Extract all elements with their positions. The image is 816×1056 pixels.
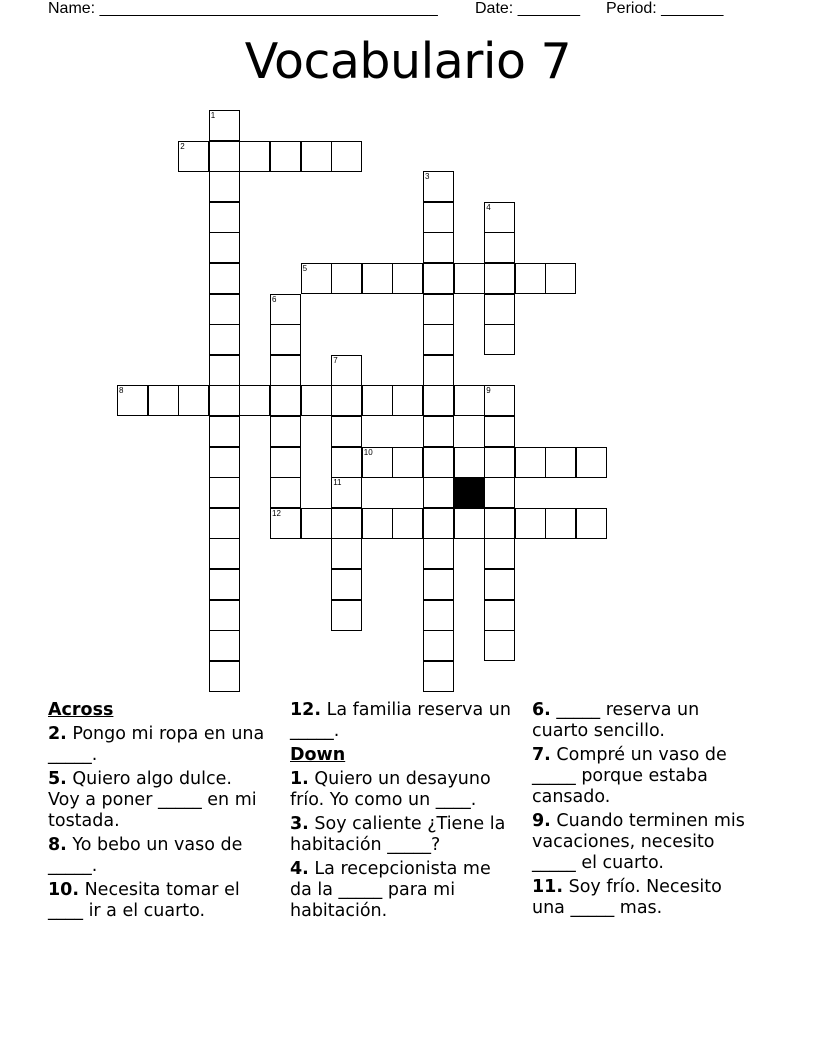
crossword-cell[interactable]: [545, 508, 576, 539]
crossword-cell[interactable]: [209, 416, 240, 447]
crossword-cell[interactable]: [270, 294, 301, 325]
crossword-cell[interactable]: [423, 202, 454, 233]
crossword-cell[interactable]: [331, 141, 362, 172]
clue-number: 8.: [48, 835, 67, 855]
name-field-label[interactable]: Name: ______________________________________: [48, 0, 438, 17]
crossword-cell[interactable]: [331, 447, 362, 478]
clue-text: Compré un vaso de _____ porque estaba cansado.: [532, 745, 727, 807]
across-clue: [48, 880, 268, 922]
clue-text: _____ reserva un cuarto sencillo.: [532, 700, 700, 741]
clue-text: La familia reserva un _____.: [290, 700, 511, 741]
crossword-cell[interactable]: [484, 263, 515, 294]
crossword-cell[interactable]: [270, 508, 301, 539]
crossword-cell[interactable]: [270, 416, 301, 447]
crossword-cell[interactable]: [331, 508, 362, 539]
across-clue: [290, 700, 518, 742]
crossword-cell[interactable]: [270, 141, 301, 172]
crossword-cell[interactable]: [301, 141, 332, 172]
crossword-cell[interactable]: [423, 538, 454, 569]
clue-number: 7.: [532, 745, 551, 765]
crossword-cell[interactable]: [423, 569, 454, 600]
crossword-cell[interactable]: [392, 447, 423, 478]
crossword-cell[interactable]: [484, 294, 515, 325]
down-clue: [532, 877, 758, 919]
crossword-cell[interactable]: [209, 569, 240, 600]
crossword-cell[interactable]: [209, 110, 240, 141]
crossword-cell[interactable]: [209, 538, 240, 569]
clue-text: Necesita tomar el ____ ir a el cuarto.: [48, 880, 240, 921]
date-field-label[interactable]: Date: _______: [475, 0, 580, 17]
crossword-cell[interactable]: [423, 263, 454, 294]
down-clue: [532, 700, 758, 742]
clue-number-label: 8: [119, 386, 124, 396]
crossword-cell[interactable]: [484, 538, 515, 569]
crossword-cell[interactable]: [423, 355, 454, 386]
crossword-cell[interactable]: [454, 385, 485, 416]
clue-text: Quiero algo dulce. Voy a poner _____ en mi tostada.: [48, 769, 257, 831]
crossword-cell[interactable]: [209, 232, 240, 263]
clue-text: Soy frío. Necesito una _____ mas.: [532, 877, 722, 918]
crossword-cell[interactable]: [209, 600, 240, 631]
crossword-cell[interactable]: [484, 600, 515, 631]
crossword-cell[interactable]: [209, 171, 240, 202]
clue-number-label: 3: [425, 172, 430, 182]
crossword-cell[interactable]: [209, 661, 240, 692]
down-clue: [532, 811, 758, 874]
crossword-cell[interactable]: [484, 630, 515, 661]
clue-number: 4.: [290, 859, 309, 879]
crossword-cell[interactable]: [362, 385, 393, 416]
clue-number: 11.: [532, 877, 564, 897]
crossword-cell[interactable]: [423, 171, 454, 202]
crossword-cell[interactable]: [331, 355, 362, 386]
crossword-cell[interactable]: [454, 447, 485, 478]
crossword-cell[interactable]: [484, 416, 515, 447]
crossword-cell[interactable]: [270, 324, 301, 355]
crossword-cell[interactable]: [270, 355, 301, 386]
blocked-cell: [454, 477, 485, 508]
clue-number-label: 2: [180, 141, 185, 151]
crossword-cell[interactable]: [239, 141, 270, 172]
crossword-cell[interactable]: [301, 385, 332, 416]
clue-column-3: [532, 700, 758, 922]
crossword-cell[interactable]: [423, 416, 454, 447]
across-heading: Across: [48, 700, 114, 720]
clue-number: 1.: [290, 769, 309, 789]
crossword-cell[interactable]: [270, 477, 301, 508]
crossword-cell[interactable]: [178, 385, 209, 416]
crossword-cell[interactable]: [117, 385, 148, 416]
clue-number-label: 5: [302, 264, 308, 273]
down-clue: [290, 769, 518, 811]
clue-number-label: 11: [333, 478, 342, 488]
crossword-cell[interactable]: [484, 202, 515, 233]
clue-number: 6.: [532, 700, 551, 720]
page-title: Vocabulario 7: [244, 33, 572, 90]
clue-number: 12.: [290, 700, 322, 720]
crossword-cell[interactable]: [423, 324, 454, 355]
crossword-cell[interactable]: [515, 508, 546, 539]
crossword-cell[interactable]: [209, 263, 240, 294]
crossword-cell[interactable]: [484, 477, 515, 508]
crossword-cell[interactable]: [423, 600, 454, 631]
crossword-cell[interactable]: [515, 447, 546, 478]
clue-number-label: 9: [486, 386, 491, 396]
crossword-cell[interactable]: [331, 569, 362, 600]
clue-number-label: 1: [210, 111, 216, 120]
crossword-cell[interactable]: [423, 477, 454, 508]
clue-column-2: [290, 700, 518, 925]
crossword-cell[interactable]: [331, 416, 362, 447]
crossword-cell[interactable]: [454, 263, 485, 294]
crossword-cell[interactable]: [423, 508, 454, 539]
crossword-cell[interactable]: [484, 232, 515, 263]
crossword-cell[interactable]: [423, 630, 454, 661]
crossword-cell[interactable]: [270, 385, 301, 416]
crossword-cell[interactable]: [178, 141, 209, 172]
crossword-cell[interactable]: [423, 447, 454, 478]
crossword-cell[interactable]: [545, 447, 576, 478]
clue-number-label: 7: [333, 355, 338, 365]
clue-text: Soy caliente ¿Tiene la habitación _____?: [290, 814, 506, 855]
crossword-cell[interactable]: [484, 324, 515, 355]
crossword-cell[interactable]: [484, 447, 515, 478]
crossword-cell[interactable]: [484, 508, 515, 539]
clue-number-label: 6: [272, 294, 277, 304]
crossword-cell[interactable]: [423, 232, 454, 263]
down-clue: [290, 814, 518, 856]
crossword-cell[interactable]: [423, 661, 454, 692]
crossword-cell[interactable]: [148, 385, 179, 416]
crossword-cell[interactable]: [545, 263, 576, 294]
crossword-cell[interactable]: [362, 263, 393, 294]
clue-text: Pongo mi ropa en una _____.: [48, 724, 265, 765]
crossword-cell[interactable]: [209, 355, 240, 386]
crossword-cell[interactable]: [331, 538, 362, 569]
crossword-cell[interactable]: [209, 324, 240, 355]
clue-text: Cuando terminen mis vacaciones, necesito _____ el cuarto.: [532, 811, 745, 873]
crossword-cell[interactable]: [301, 508, 332, 539]
clue-number: 3.: [290, 814, 309, 834]
down-clue: [290, 859, 518, 922]
clue-text: Quiero un desayuno frío. Yo como un ____.: [290, 769, 491, 810]
crossword-cell[interactable]: [576, 508, 607, 539]
across-clue: [48, 724, 268, 766]
clue-number: 10.: [48, 880, 80, 900]
clue-number: 9.: [532, 811, 551, 831]
crossword-cell[interactable]: [484, 385, 515, 416]
crossword-cell[interactable]: [331, 263, 362, 294]
crossword-cell[interactable]: [209, 202, 240, 233]
crossword-cell[interactable]: [423, 385, 454, 416]
crossword-cell[interactable]: [331, 600, 362, 631]
across-clue: [48, 835, 268, 877]
crossword-cell[interactable]: [301, 263, 332, 294]
across-clue: [48, 769, 268, 832]
crossword-cell[interactable]: [484, 569, 515, 600]
clue-number: 2.: [48, 724, 67, 744]
crossword-cell[interactable]: [239, 385, 270, 416]
clue-number: 5.: [48, 769, 67, 789]
crossword-cell[interactable]: [362, 508, 393, 539]
clue-text: Yo bebo un vaso de _____.: [48, 835, 243, 876]
crossword-cell[interactable]: [270, 447, 301, 478]
clue-number-label: 4: [486, 202, 491, 212]
down-clue: [532, 745, 758, 808]
crossword-cell[interactable]: [392, 263, 423, 294]
clue-column-1: [48, 700, 268, 925]
crossword-cell[interactable]: [392, 508, 423, 539]
crossword-cell[interactable]: [331, 477, 362, 508]
crossword-cell[interactable]: [576, 447, 607, 478]
crossword-cell[interactable]: [454, 508, 485, 539]
period-field-label[interactable]: Period: _______: [606, 0, 724, 17]
crossword-cell[interactable]: [209, 385, 240, 416]
crossword-cell[interactable]: [209, 294, 240, 325]
crossword-cell[interactable]: [392, 385, 423, 416]
clue-number-label: 10: [363, 447, 373, 457]
crossword-cell[interactable]: [515, 263, 546, 294]
down-heading: Down: [290, 745, 346, 765]
crossword-cell[interactable]: [362, 447, 393, 478]
crossword-cell[interactable]: [331, 385, 362, 416]
clue-text: La recepcionista me da la _____ para mi habitación.: [290, 859, 491, 921]
crossword-cell[interactable]: [209, 477, 240, 508]
clue-number-label: 12: [272, 508, 281, 518]
crossword-cell[interactable]: [209, 630, 240, 661]
crossword-cell[interactable]: [209, 508, 240, 539]
crossword-cell[interactable]: [209, 141, 240, 172]
crossword-cell[interactable]: [209, 447, 240, 478]
crossword-cell[interactable]: [423, 294, 454, 325]
